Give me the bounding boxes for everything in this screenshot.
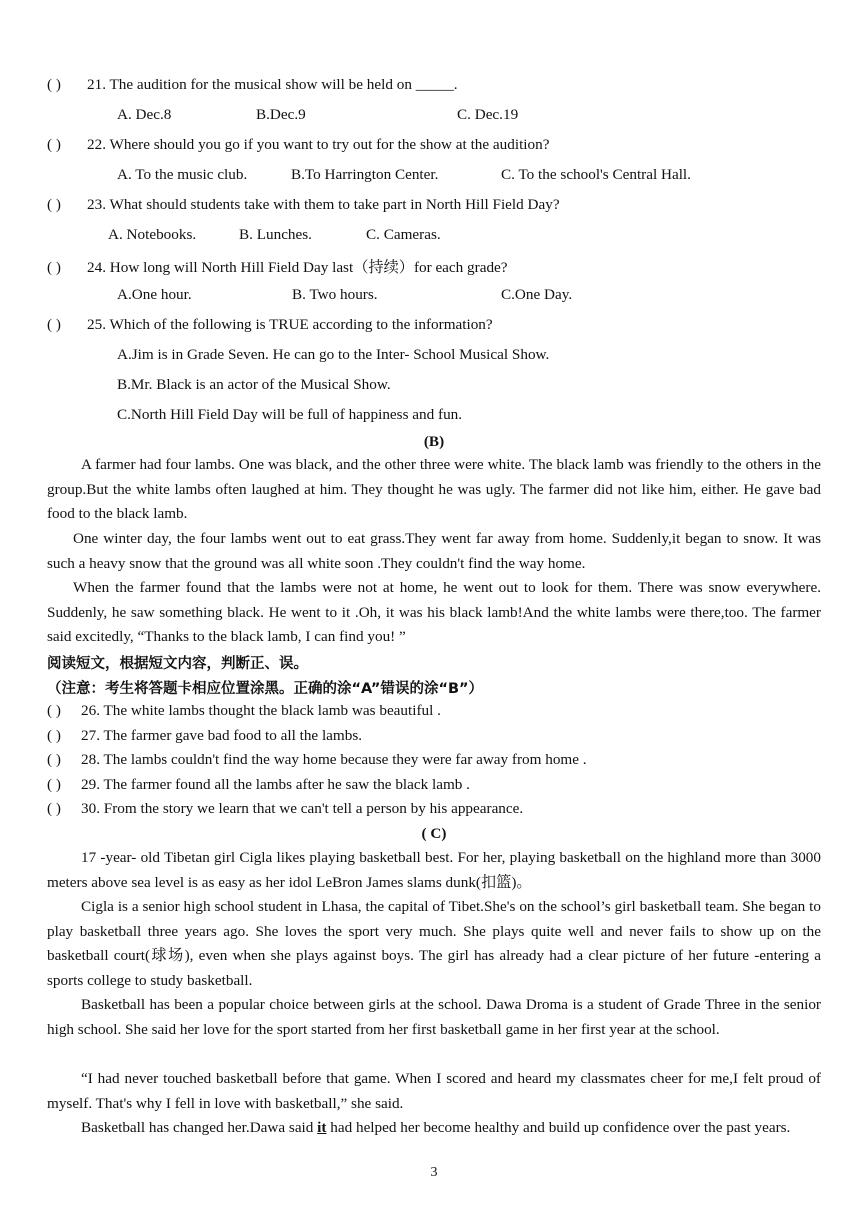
true-false-30: ( ) 30. From the story we learn that we can't tell a person by his appearance. [47,800,524,817]
instruction-line-1: 阅读短文，根据短文内容，判断正、误。 [47,656,308,672]
section-c-heading: ( C) [421,825,447,842]
page-number: 3 [430,1165,438,1180]
true-false-28: ( ) 28. The lambs couldn't find the way home because they were far away from home . [47,751,587,768]
option-c: C.One Day. [501,286,573,303]
option-a: A. Notebooks. [108,226,197,243]
answer-bracket[interactable]: ( ) [47,196,61,213]
option-b: B. Two hours. [292,286,378,303]
passage-c-paragraph-4: “I had never touched basketball before that game. When I scored and heard my classmates cheer for me,I felt proud of myself. That's why I fell in love with basketball,” she said. [47,1070,821,1112]
option-a: A. To the music club. [117,166,248,183]
passage-c-paragraph-1: 17 -year- old Tibetan girl Cigla likes playing basketball best. For her, playing basketball on the highland more than 3000 meters above sea level is as easy as her idol LeBron James slams dunk(扣篮)。 [47,849,821,891]
question-24 [47,256,508,277]
option-a: A.One hour. [117,286,192,303]
question-23 [47,196,560,214]
answer-bracket[interactable]: ( ) [47,136,61,153]
answer-bracket[interactable]: ( ) [47,702,61,719]
question-text: 24. How long will North Hill Field Day last（持续）for each grade? [87,259,508,276]
answer-bracket[interactable]: ( ) [47,259,61,276]
answer-bracket[interactable]: ( ) [47,800,61,817]
option-a: A. Dec.8 [117,106,172,123]
question-22 [47,136,549,154]
option-b: B.Dec.9 [256,106,306,123]
option-b: B.To Harrington Center. [291,166,439,183]
option-c: C. Cameras. [366,226,441,243]
passage-c-paragraph-5: Basketball has changed her.Dawa said it had helped her become healthy and build up confidence over the past years. [81,1119,791,1136]
true-false-29: ( ) 29. The farmer found all the lambs after he saw the black lamb . [47,776,470,793]
question-21 [47,76,458,94]
option-a: A.Jim is in Grade Seven. He can go to the Inter- School Musical Show. [117,346,550,363]
question-text: 25. Which of the following is TRUE according to the information? [87,316,493,333]
answer-bracket[interactable]: ( ) [47,751,61,768]
question-text: 23. What should students take with them to take part in North Hill Field Day? [87,196,560,213]
answer-bracket[interactable]: ( ) [47,316,61,333]
passage-c-paragraph-2: Cigla is a senior high school student in Lhasa, the capital of Tibet.She's on the school’s girl basketball team. She began to play basketball three years ago. She loves the sport very much. She plays quite well and never fails to show up on the basketball court(球场), even when she plays against boys. The girl has already had a clear picture of her future -entering a sports college to study basketball. [47,898,821,989]
passage-c-paragraph-3: Basketball has been a popular choice between girls at the school. Dawa Droma is a student of Grade Three in the senior high school. She said her love for the sport started from her first basketball game in her first year at the school. [47,996,821,1038]
answer-bracket[interactable]: ( ) [47,76,61,93]
question-text: 22. Where should you go if you want to try out for the show at the audition? [87,136,550,153]
question-25 [47,316,493,334]
answer-bracket[interactable]: ( ) [47,776,61,793]
passage-b-paragraph-2: One winter day, the four lambs went out to eat grass.They went far away from home. Suddenly,it began to snow. It was such a heavy snow that the ground was all white soon .They couldn't find the way home. [47,530,821,572]
option-b: B. Lunches. [239,226,312,243]
section-b-heading: (B) [423,433,445,450]
instruction-line-2: （注意：考生将答题卡相应位置涂黑。正确的涂“A”错误的涂“B”） [47,681,484,697]
passage-b-paragraph-3: When the farmer found that the lambs were not at home, he went out to look for them. There was snow everywhere. Suddenly, he saw something black. He went to it .Oh, it was his black lamb!And the white lambs were there,too. The farmer said excitedly, “Thanks to the black lamb, I can find you! ” [47,579,821,646]
option-c: C. Dec.19 [457,106,519,123]
underlined-word: it [317,1119,327,1136]
option-b: B.Mr. Black is an actor of the Musical Show. [117,376,391,393]
option-c: C.North Hill Field Day will be full of happiness and fun. [117,406,463,423]
true-false-27: ( ) 27. The farmer gave bad food to all the lambs. [47,727,363,744]
passage-b-paragraph-1: A farmer had four lambs. One was black, and the other three were white. The black lamb was friendly to the others in the group.But the white lambs often laughed at him. They thought he was ugly. The farmer did not like him, either. He gave bad food to the black lamb. [47,456,821,523]
answer-bracket[interactable]: ( ) [47,727,61,744]
option-c: C. To the school's Central Hall. [501,166,691,183]
true-false-26: ( ) 26. The white lambs thought the black lamb was beautiful . [47,702,441,719]
question-text: 21. The audition for the musical show will be held on _____. [87,76,458,93]
